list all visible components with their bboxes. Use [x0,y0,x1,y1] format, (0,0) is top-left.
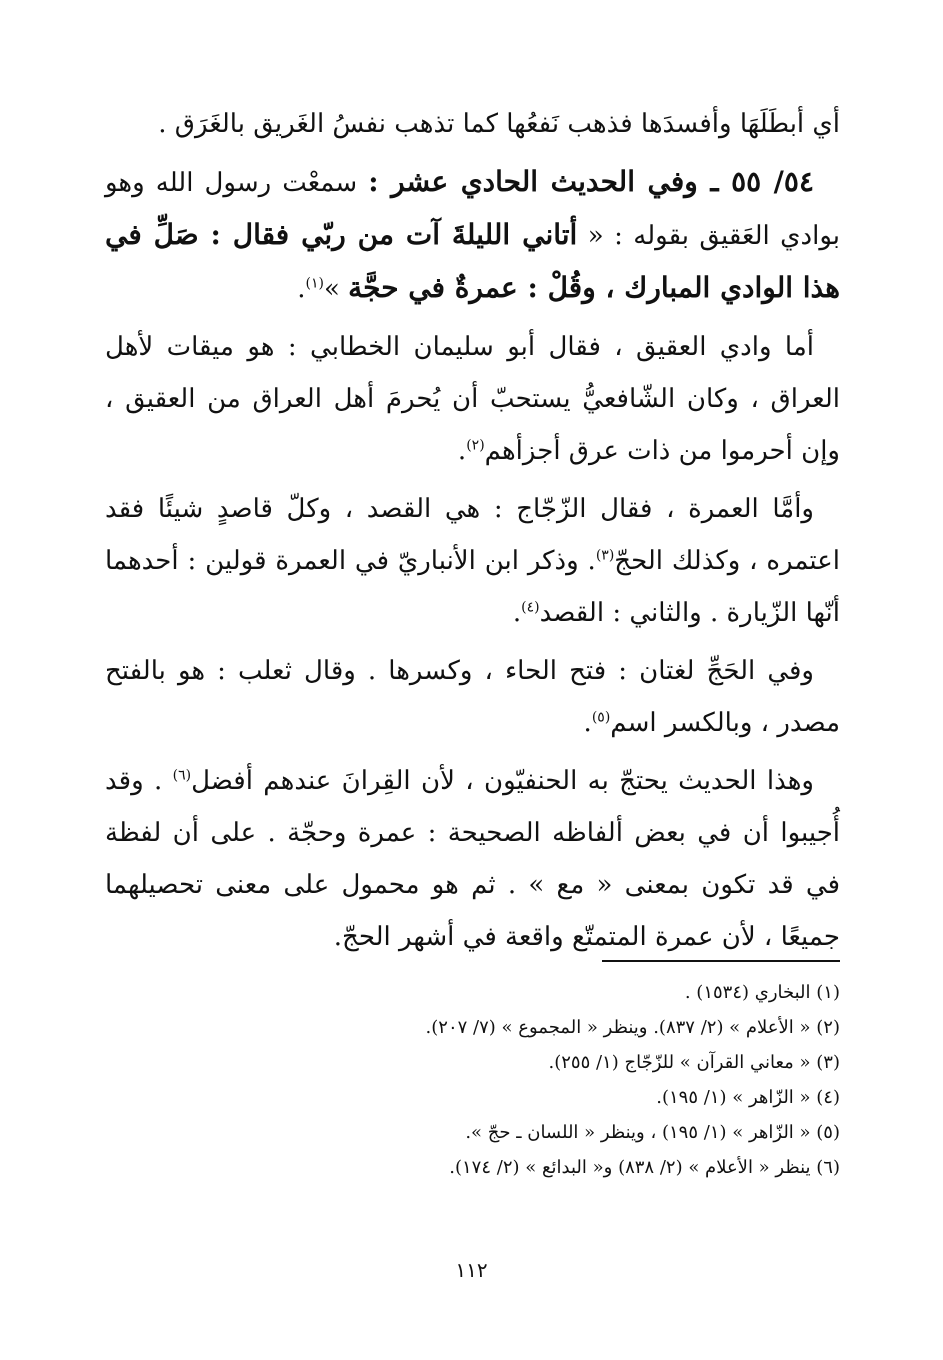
paragraph-text: . [583,708,592,738]
footnote-ref-3: (٣) [595,547,615,564]
page-number: ١١٢ [455,1258,488,1282]
footnote-2: (٢) « الأعلام » (٢/ ٨٣٧). وينظر « المجموع » (٧/ ٢٠٧). [425,1017,840,1038]
paragraph-text: أي أبطَلَهَا وأفسدَها فذهب نَفعُها كما تذهب نفسُ الغَريق بالغَرَق . [158,109,840,139]
footnote-ref-6: (٦) [172,767,192,784]
paragraph-umrah [105,483,840,639]
footnote-ref-2: (٢) [466,437,485,454]
footnote-6: (٦) ينظر « الأعلام » (٢/ ٨٣٨) و« البدائع » (٢/ ١٧٤). [449,1157,840,1178]
paragraph-text: وأمَّا العمرة ، فقال الزّجّاج : هي القصد ، وكلّ قاصدٍ شيئًا فقد اعتمره ، وكذلك الحجّ [105,494,840,576]
footnote-5: (٥) « الزّاهر » (١/ ١٩٥) ، وينظر « اللسان ـ حجّ ». [465,1122,840,1143]
paragraph-text: وفي الحَجِّ لغتان : فتح الحاء ، وكسرها . وقال ثعلب : هو بالفتح مصدر ، وبالكسر اسم [105,656,840,738]
main-text [105,98,840,969]
paragraph-text: » [323,274,349,304]
paragraph-text: وهذا الحديث يحتجّ به الحنفيّون ، لأن القِرانَ عندهم أفضل [191,766,814,796]
paragraph-text: . [512,598,522,628]
paragraph-text: . [297,274,306,304]
paragraph-continuation [105,98,840,150]
footnote-ref-1: (١) [305,275,324,292]
paragraph-text: . وذكر ابن الأنباريّ في العمرة قولين : أحدهما أنّها الزّيارة . والثاني : القصد [105,546,840,628]
paragraph-text: سمعْت رسول الله وهو بوادي العَقيق بقوله : « [105,168,840,251]
paragraph-hanafi [105,755,840,963]
hadith-quote: أتاني الليلةَ آت من ربّي فقال : صَلِّ في هذا الوادي المبارك ، وقُلْ : عمرةٌ في حجَّة [105,218,840,304]
footnote-4: (٤) « الزّاهر » (١/ ١٩٥). [656,1087,840,1108]
footnote-1: (١) البخاري (١٥٣٤) . [684,982,840,1003]
paragraph-text: . [457,436,467,466]
paragraph-text: أما وادي العقيق ، فقال أبو سليمان الخطابي : هو ميقات لأهل العراق ، وكان الشّافعيُّ يستحبّ أن يُحرمَ أهل العراق من العقيق ، وإن أحرموا من ذات عرق أجزأهم [105,332,840,466]
footnote-ref-4: (٤) [521,599,540,616]
paragraph-text: . وقد أُجيبوا أن في بعض ألفاظه الصحيحة : عمرة وحجّة . على أن لفظة في قد تكون بمعنى « مع » . ثم هو محمول على معنى تحصيلهما جميعًا ، لأن عمرة المتمتّع واقعة في أشهر الحجّ. [105,766,840,952]
hadith-heading: ٥٤/ ٥٥ ـ وفي الحديث الحادي عشر : [368,165,814,198]
paragraph-hadith-55 [105,156,840,315]
footnote-3: (٣) « معاني القرآن » للزّجّاج (١/ ٢٥٥). [548,1052,840,1073]
footnote-ref-5: (٥) [591,709,611,726]
footnote-divider [602,960,840,962]
footnotes [105,975,840,1185]
paragraph-hajj-dialects [105,645,840,749]
paragraph-wadi-aqiq [105,321,840,477]
